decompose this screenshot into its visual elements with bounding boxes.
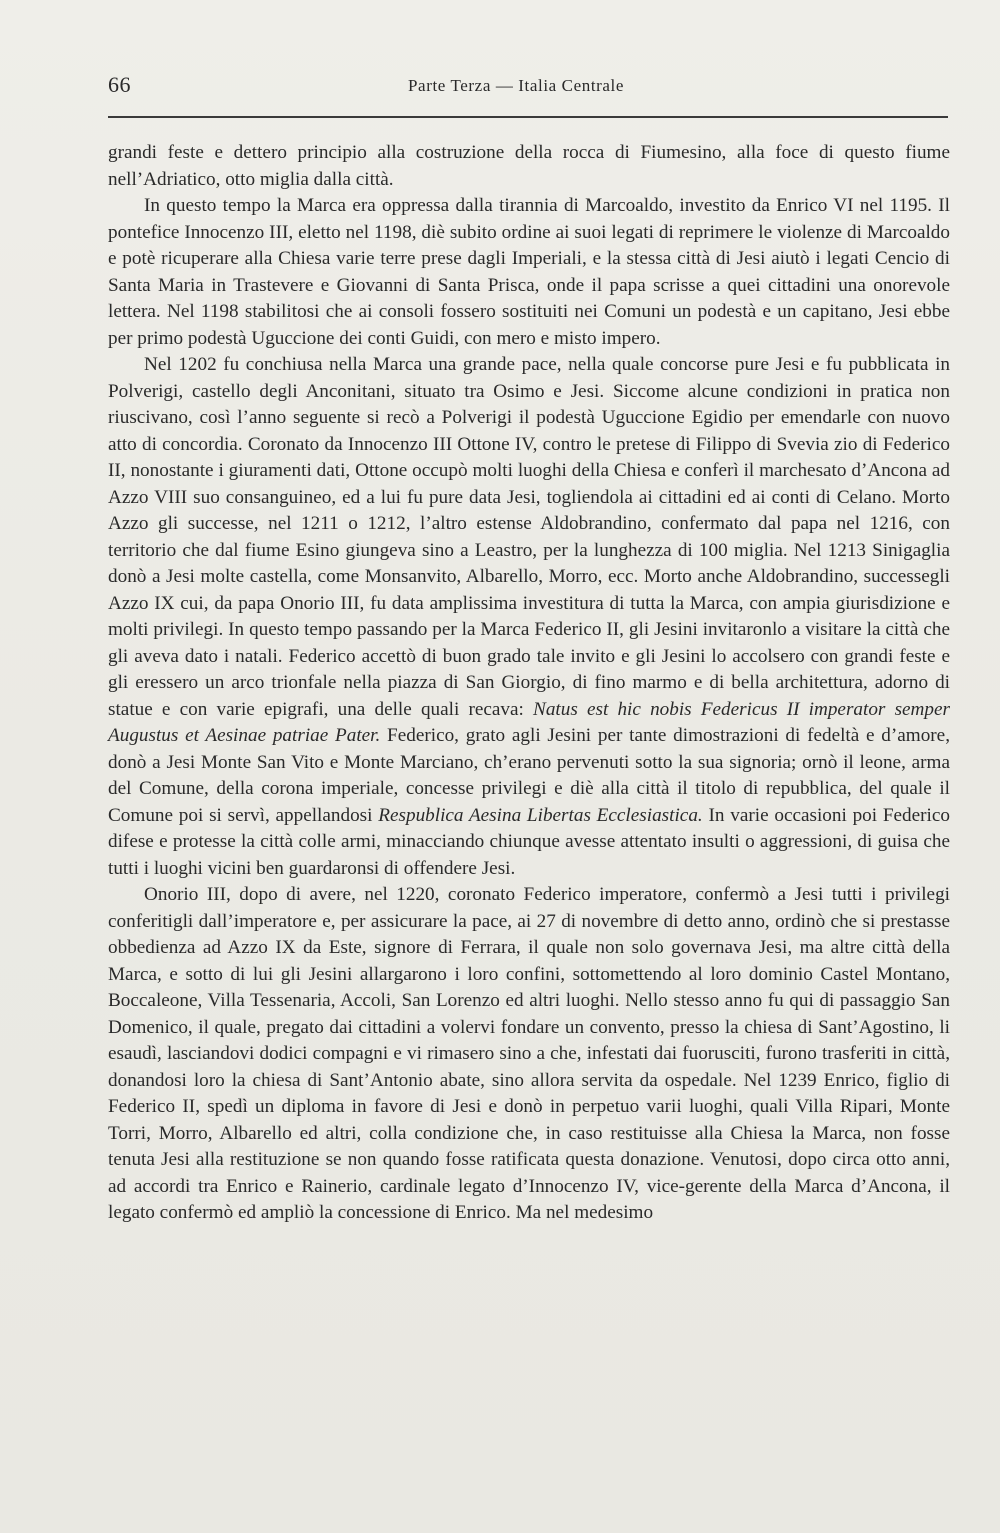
paragraph-4: Onorio III, dopo di avere, nel 1220, coronato Federico imperatore, confermò a Jesi tutti i privilegi conferitigli dall’imperatore e, per assicurare la pace, ai 27 di novembre di detto anno, ordinò che si prestasse obbedienza ad Azzo IX da Este, signore di Ferrara, il quale non solo governava Jesi, ma altre città della Marca, e sotto di lui gli Jesini allargarono i loro confini, sottomettendo al loro dominio Castel Montano, Boccaleone, Villa Tessenaria, Accoli, San Lorenzo ed altri luoghi. Nello stesso anno fu qui di passaggio San Domenico, il quale, pregato dai cittadini a volervi fondare un convento, presso la chiesa di Sant’Agostino, li esaudì, lasciandovi dodici compagni e vi rimasero sino a che, infestati dai fuorusciti, furono trasferiti in città, donandosi loro la chiesa di Sant’Antonio abate, sino allora servita da ospedale. Nel 1239 Enrico, figlio di Federico II, spedì un diploma in favore di Jesi e donò in perpetuo varii luoghi, quali Villa Ripari, Monte Torri, Morro, Albarello ed altri, colla condizione che, in caso restituisse alla Chiesa la Marca, non fosse tenuta Jesi alla restituzione se non quando fosse ratificata questa donazione. Venutosi, dopo circa otto anni, ad accordi tra Enrico e Rainerio, cardinale legato d’Innocenzo IV, vice-gerente della Marca d’Ancona, il legato confermò ed ampliò la concessione di Enrico. Ma nel medesimo xyxy=(108,884,950,1223)
latin-inscription: Natus est hic nobis Federicus II imperator semper Augustus et Aesinae patriae Pater. xyxy=(108,698,950,746)
running-title: Parte Terza — Italia Centrale xyxy=(408,76,625,95)
body-text xyxy=(108,140,950,1227)
page-header xyxy=(108,72,948,106)
republic-title: Respublica Aesina Libertas Ecclesiastica. xyxy=(378,804,703,826)
paragraph-2: In questo tempo la Marca era oppressa dalla tirannia di Marcoaldo, investito da Enrico VI nel 1195. Il pontefice Innocenzo III, eletto nel 1198, diè subito ordine ai suoi legati di reprimere le violenze di Marcoaldo e potè ricuperare alla Chiesa varie terre prese dagli Imperiali, e la stessa città di Jesi aiutò i legati Cencio di Santa Maria in Trastevere e Giovanni di Santa Prisca, onde il papa scrisse a quei cittadini una onorevole lettera. Nel 1198 stabilitosi che ai consoli fossero sostituiti nei Comuni un podestà e un capitano, Jesi ebbe per primo podestà Uguccione dei conti Guidi, con mero e misto impero. xyxy=(108,195,950,349)
paragraph-3-part-c: In varie occasioni poi Federico difese e protesse la città colle armi, minacciando chiunque avesse attentato insulti o aggressioni, di guisa che tutti i luoghi vicini ben guardaronsi di offendere Jesi. xyxy=(108,804,951,879)
header-rule xyxy=(108,116,948,118)
page-number: 66 xyxy=(108,72,131,97)
paragraph-3 xyxy=(108,352,950,882)
paragraph-1: grandi feste e dettero principio alla costruzione della rocca di Fiumesino, alla foce di questo fiume nell’Adriatico, otto miglia dalla città. xyxy=(108,142,950,190)
paragraph-3-part-a: Nel 1202 fu conchiusa nella Marca una grande pace, nella quale concorse pure Jesi e fu pubblicata in Polverigi, castello degli Anconitani, situato tra Osimo e Jesi. Siccome alcune condizioni in pratica non riuscivano, così l’anno seguente si recò a Polverigi il podestà Uguccione Egidio per emendarle con nuovo atto di concordia. Coronato da Innocenzo III Ottone IV, contro le pretese di Filippo di Svevia zio di Federico II, nonostante i giuramenti dati, Ottone occupò molti luoghi della Chiesa e conferì il marchesato d’Ancona ad Azzo VIII suo consanguineo, ed a lui fu pure data Jesi, togliendola ai cittadini ed ai conti di Celano. Morto Azzo gli successe, nel 1211 o 1212, l’altro estense Aldobrandino, confermato dal papa nel 1216, con territorio che dal fiume Esino giungeva sino a Leastro, per la lunghezza di 100 miglia. Nel 1213 Sinigaglia donò a Jesi molte castella, come Monsanvito, Albarello, Morro, ecc. Morto anche Aldobrandino, successegli Azzo IX cui, da papa Onorio III, fu data amplissima investitura di tutta la Marca, con ampia giurisdizione e molti privilegi. In questo tempo passando per la Marca Federico II, gli Jesini invitaronlo a visitare la città che gli aveva dato i natali. Federico accettò di buon grado tale invito e gli Jesini lo accolsero con grandi feste e gli eressero un arco trionfale nella piazza di San Giorgio, di fino marmo e di bella architettura, adorno di statue e con varie epigrafi, una delle quali recava: xyxy=(108,354,950,720)
paragraph-3-part-b: Federico, grato agli Jesini per tante dimostrazioni di fedeltà e d’amore, donò a Jesi Monte San Vito e Monte Marciano, ch’erano pervenuti sotto la sua signoria; ornò il leone, arma del Comune, della corona imperiale, concesse privilegi e diè alla città il titolo di repubblica, del quale il Comune poi si servì, appellandosi xyxy=(108,725,951,826)
